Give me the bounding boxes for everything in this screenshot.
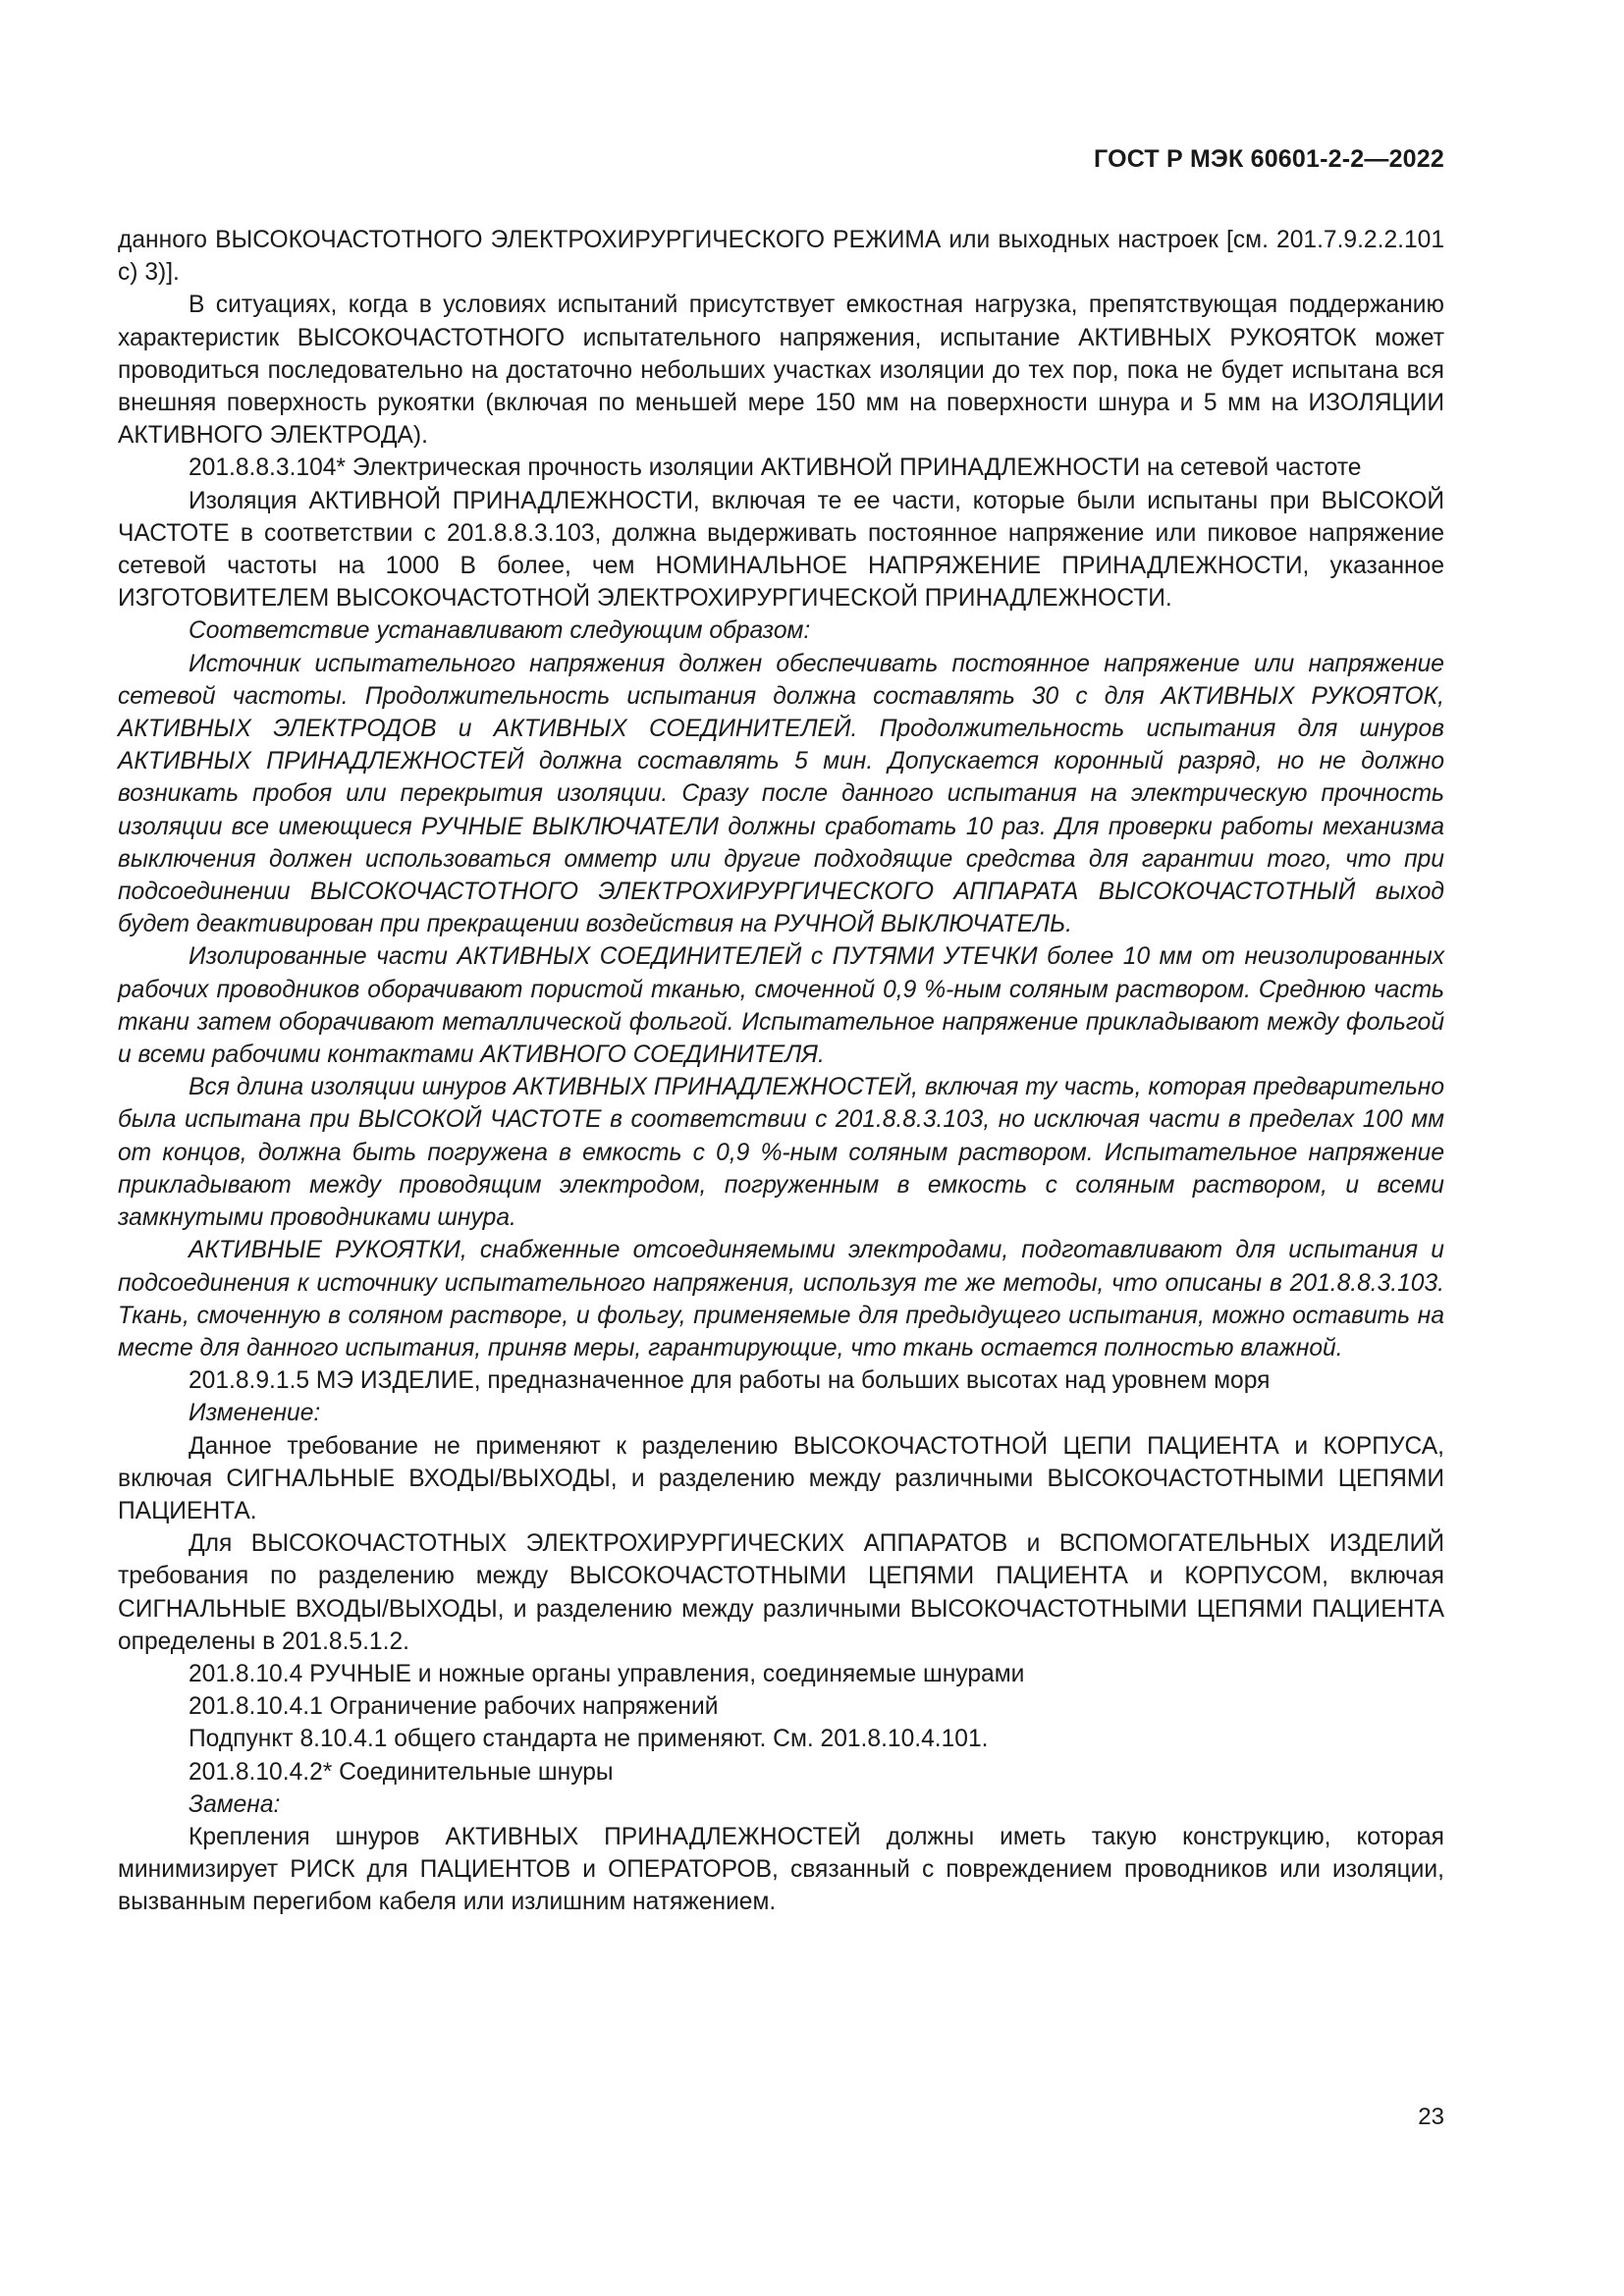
body-paragraph: Для ВЫСОКОЧАСТОТНЫХ ЭЛЕКТРОХИРУРГИЧЕСКИХ АППАРАТОВ и ВСПОМОГАТЕЛЬНЫХ ИЗДЕЛИЙ требования по разделению между ВЫСОКОЧАСТОТНЫМИ ЦЕПЯМИ ПАЦИЕНТА и КОРПУСОМ, включая СИГНАЛЬНЫЕ ВХОДЫ/ВЫХОДЫ, и разделению между различными ВЫСОКОЧАСТОТНЫМИ ЦЕПЯМИ ПАЦИЕНТА определены в 201.8.5.1.2. [118,1530,1444,1655]
clause-heading: 201.8.8.3.104* Электрическая прочность изоляции АКТИВНОЙ ПРИНАДЛЕЖНОСТИ на сетевой частоте [189,454,1362,482]
compliance-paragraph: АКТИВНЫЕ РУКОЯТКИ, снабженные отсоединяемыми электродами, подготавливают для испытания и подсоединения к источнику испытательного напряжения, используя те же методы, что описаны в 201.8.8.3.103. Ткань, смоченную в соляном растворе, и фольгу, применяемые для предыдущего испытания, можно оставить на месте для данного испытания, приняв меры, гарантирующие, что ткань остается полностью влажной. [118,1237,1444,1362]
body-paragraph: Данное требование не применяют к разделению ВЫСОКОЧАСТОТНОЙ ЦЕПИ ПАЦИЕНТА и КОРПУСА, включая СИГНАЛЬНЫЕ ВХОДЫ/ВЫХОДЫ, и разделению между различными ВЫСОКОЧАСТОТНЫМИ ЦЕПЯМИ ПАЦИЕНТА. [118,1432,1444,1524]
clause-heading: 201.8.10.4.1 Ограничение рабочих напряжений [189,1693,719,1721]
body-paragraph: Подпункт 8.10.4.1 общего стандарта не применяют. См. 201.8.10.4.101. [189,1726,989,1753]
compliance-paragraph: Вся длина изоляции шнуров АКТИВНЫХ ПРИНАДЛЕЖНОСТЕЙ, включая ту часть, которая предварительно была испытана при ВЫСОКОЙ ЧАСТОТЕ в соответствии с 201.8.8.3.103, но исключая части в пределах 100 мм от концов, должна быть погружена в емкость с 0,9 %-ным соляным раствором. Испытательное напряжение прикладывают между проводящим электродом, погруженным в емкость с соляным раствором, и всеми замкнутыми проводниками шнура. [118,1074,1444,1232]
clause-heading: 201.8.9.1.5 МЭ ИЗДЕЛИЕ, предназначенное для работы на больших высотах над уровнем моря [189,1367,1271,1395]
replacement-label: Замена: [189,1790,281,1818]
compliance-intro: Соответствие устанавливают следующим образом: [189,617,811,645]
clause-heading: 201.8.10.4.2* Соединительные шнуры [189,1758,614,1786]
body-paragraph: Крепления шнуров АКТИВНЫХ ПРИНАДЛЕЖНОСТЕЙ должны иметь такую конструкцию, которая минимизирует РИСК для ПАЦИЕНТОВ и ОПЕРАТОРОВ, связанный с повреждением проводников или изоляции, вызванным перегибом кабеля или излишним натяжением. [118,1823,1444,1916]
document-body [118,224,1444,1919]
compliance-paragraph: Источник испытательного напряжения должен обеспечивать постоянное напряжение или напряжение сетевой частоты. Продолжительность испытания должна составлять 30 с для АКТИВНЫХ РУКОЯТОК, АКТИВНЫХ ЭЛЕКТРОДОВ и АКТИВНЫХ СОЕДИНИТЕЛЕЙ. Продолжительность испытания для шнуров АКТИВНЫХ ПРИНАДЛЕЖНОСТЕЙ должна составлять 5 мин. Допускается коронный разряд, но не должно возникать пробоя или перекрытия изоляции. Сразу после данного испытания на электрическую прочность изоляции все имеющиеся РУЧНЫЕ ВЫКЛЮЧАТЕЛИ должны сработать 10 раз. Для проверки работы механизма выключения должен использоваться омметр или другие подходящие средства для гарантии того, что при подсоединении ВЫСОКОЧАСТОТНОГО ЭЛЕКТРОХИРУРГИЧЕСКОГО АППАРАТА ВЫСОКОЧАСТОТНЫЙ выход будет деактивирован при прекращении воздействия на РУЧНОЙ ВЫКЛЮЧАТЕЛЬ. [118,650,1444,938]
compliance-paragraph: Изолированные части АКТИВНЫХ СОЕДИНИТЕЛЕЙ с ПУТЯМИ УТЕЧКИ более 10 мм от неизолированных рабочих проводников оборачивают пористой тканью, смоченной 0,9 %-ным соляным раствором. Среднюю часть ткани затем оборачивают металлической фольгой. Испытательное напряжение прикладывают между фольгой и всеми рабочими контактами АКТИВНОГО СОЕДИНИТЕЛЯ. [118,943,1444,1069]
body-paragraph: данного ВЫСОКОЧАСТОТНОГО ЭЛЕКТРОХИРУРГИЧЕСКОГО РЕЖИМА или выходных настроек [см. 201.7.9.2.2.101 с) 3)]. [118,227,1444,287]
body-paragraph: Изоляция АКТИВНОЙ ПРИНАДЛЕЖНОСТИ, включая те ее части, которые были испытаны при ВЫСОКОЙ ЧАСТОТЕ в соответствии с 201.8.8.3.103, должна выдерживать постоянное напряжение или пиковое напряжение сетевой частоты на 1000 В более, чем НОМИНАЛЬНОЕ НАПРЯЖЕНИЕ ПРИНАДЛЕЖНОСТИ, указанное ИЗГОТОВИТЕЛЕМ ВЫСОКОЧАСТОТНОЙ ЭЛЕКТРОХИРУРГИЧЕСКОЙ ПРИНАДЛЕЖНОСТИ. [118,487,1444,613]
document-standard-code: ГОСТ Р МЭК 60601-2-2—2022 [1094,145,1444,173]
amendment-label: Изменение: [189,1400,321,1427]
clause-heading: 201.8.10.4 РУЧНЫЕ и ножные органы управления, соединяемые шнурами [189,1660,1025,1687]
page-number: 23 [1418,2104,1444,2130]
body-paragraph: В ситуациях, когда в условиях испытаний присутствует емкостная нагрузка, препятствующая поддержанию характеристик ВЫСОКОЧАСТОТНОГО испытательного напряжения, испытание АКТИВНЫХ РУКОЯТОК может проводиться последовательно на достаточно небольших участках изоляции до тех пор, пока не будет испытана вся внешняя поверхность рукоятки (включая по меньшей мере 150 мм на поверхности шнура и 5 мм на ИЗОЛЯЦИИ АКТИВНОГО ЭЛЕКТРОДА). [118,292,1444,450]
